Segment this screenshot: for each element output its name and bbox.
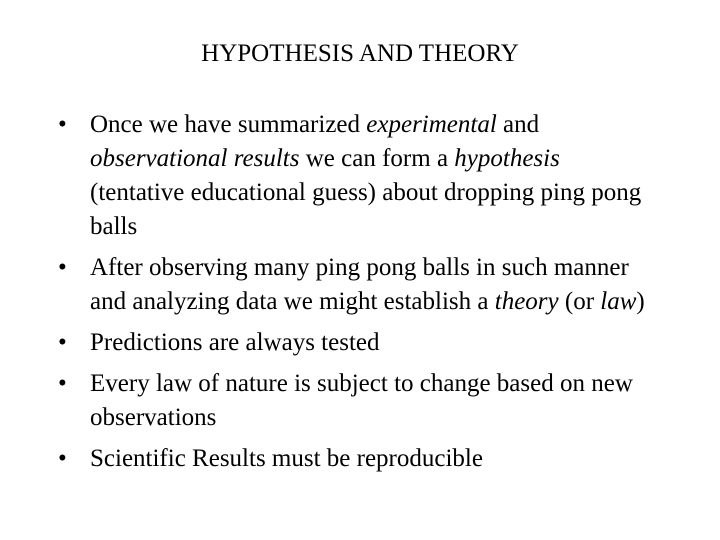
bullet-list bbox=[58, 108, 658, 483]
bullet-text: Predictions are always tested bbox=[90, 329, 380, 356]
bullet-dot-icon: • bbox=[58, 254, 67, 281]
bullet-text: Every law of nature is subject to change based on new observations bbox=[90, 370, 633, 431]
bullet-item bbox=[58, 326, 658, 360]
bullet-item bbox=[58, 108, 658, 244]
bullet-item bbox=[58, 442, 658, 476]
bullet-text: Once we have summarized experimental and observational results we can form a hypothesis (tentative educational guess) about dropping ping pong balls bbox=[90, 111, 642, 240]
bullet-text: Scientific Results must be reproducible bbox=[90, 445, 483, 472]
bullet-dot-icon: • bbox=[58, 370, 67, 397]
bullet-item bbox=[58, 251, 658, 319]
bullet-dot-icon: • bbox=[58, 445, 67, 472]
bullet-text: After observing many ping pong balls in such manner and analyzing data we might establish a theory (or law) bbox=[90, 254, 645, 315]
slide-title: HYPOTHESIS AND THEORY bbox=[201, 40, 519, 67]
bullet-dot-icon: • bbox=[58, 111, 67, 138]
bullet-item bbox=[58, 367, 658, 435]
bullet-dot-icon: • bbox=[58, 329, 67, 356]
